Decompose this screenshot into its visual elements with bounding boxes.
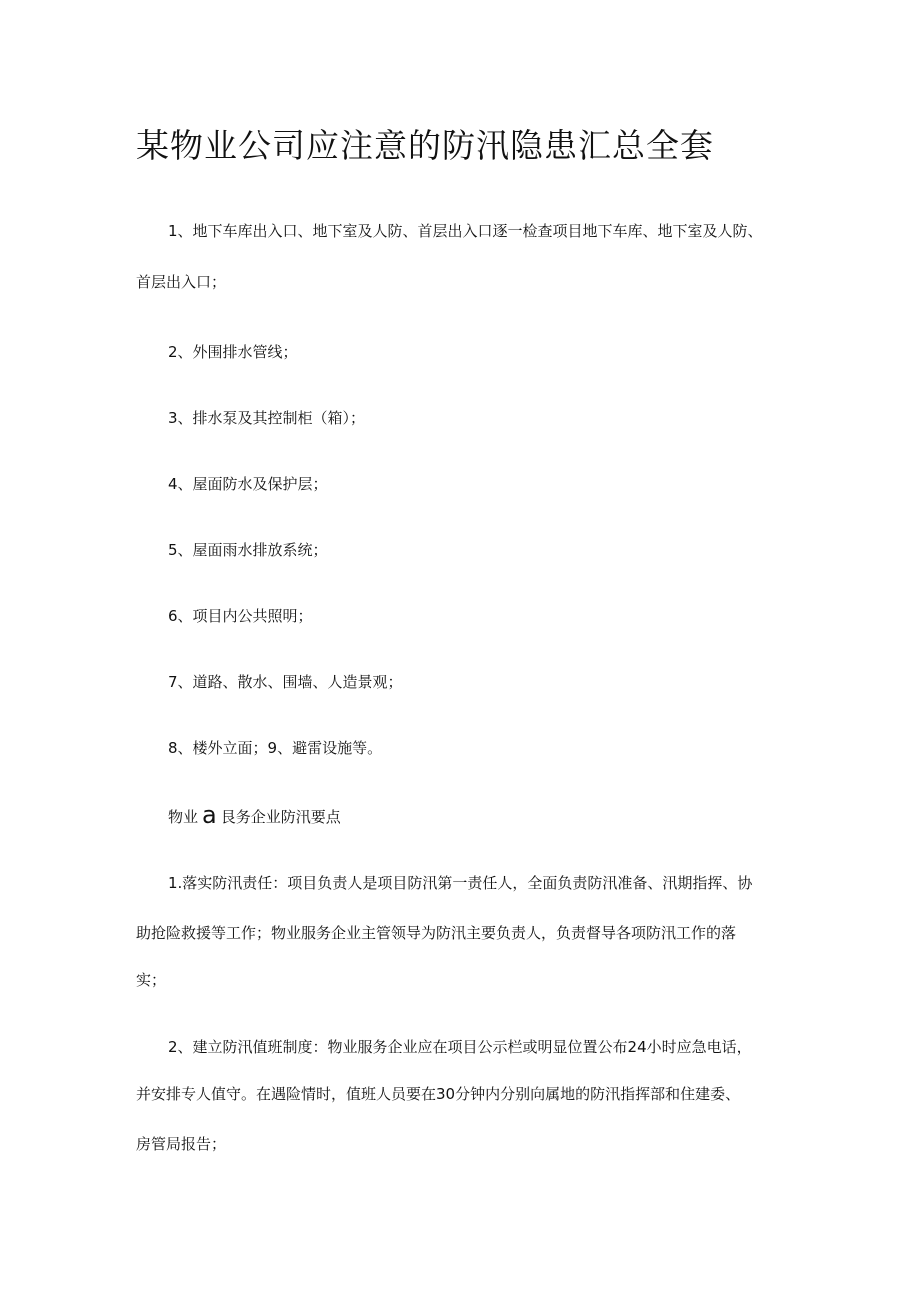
point-2-line-1: 2、建立防汛值班制度：物业服务企业应在项目公示栏或明显位置公布24小时应急电话， [168, 1038, 752, 1056]
list-item-2: 2、外围排水管线； [168, 343, 298, 361]
point-1-line-2: 助抢险救援等工作；物业服务企业主管领导为防汛主要负责人，负责督导各项防汛工作的落 [136, 924, 737, 942]
section-heading-suffix: 艮务企业防汛要点 [220, 808, 341, 826]
list-item-7: 7、道路、散水、围墙、人造景观； [168, 673, 403, 691]
document-title: 某物业公司应注意的防汛隐患汇总全套 [136, 126, 714, 165]
list-item-5: 5、屋面雨水排放系统； [168, 541, 328, 559]
list-item-6: 6、项目内公共照明； [168, 607, 313, 625]
point-2-line-3: 房管局报告； [136, 1135, 227, 1153]
list-item-4: 4、屋面防水及保护层； [168, 475, 328, 493]
section-heading [168, 801, 341, 829]
list-item-3: 3、排水泵及其控制柜（箱）； [168, 409, 366, 427]
point-2-line-2: 并安排专人值守。在遇险情时，值班人员要在30分钟内分别向属地的防汛指挥部和住建委、 [136, 1085, 741, 1103]
list-item-1-line-1: 1、地下车库出入口、地下室及人防、首层出入口逐一检查项目地下车库、地下室及人防、 [168, 222, 763, 240]
list-item-1-line-2: 首层出入口； [136, 273, 227, 291]
section-heading-prefix: 物业 [168, 808, 199, 826]
point-1-line-1: 1.落实防汛责任：项目负责人是项目防汛第一责任人，全面负责防汛准备、汛期指挥、协 [168, 874, 753, 892]
list-item-8: 8、楼外立面；9、避雷设施等。 [168, 739, 383, 757]
point-1-line-3: 实； [136, 971, 167, 989]
section-heading-letter: a [202, 801, 217, 829]
